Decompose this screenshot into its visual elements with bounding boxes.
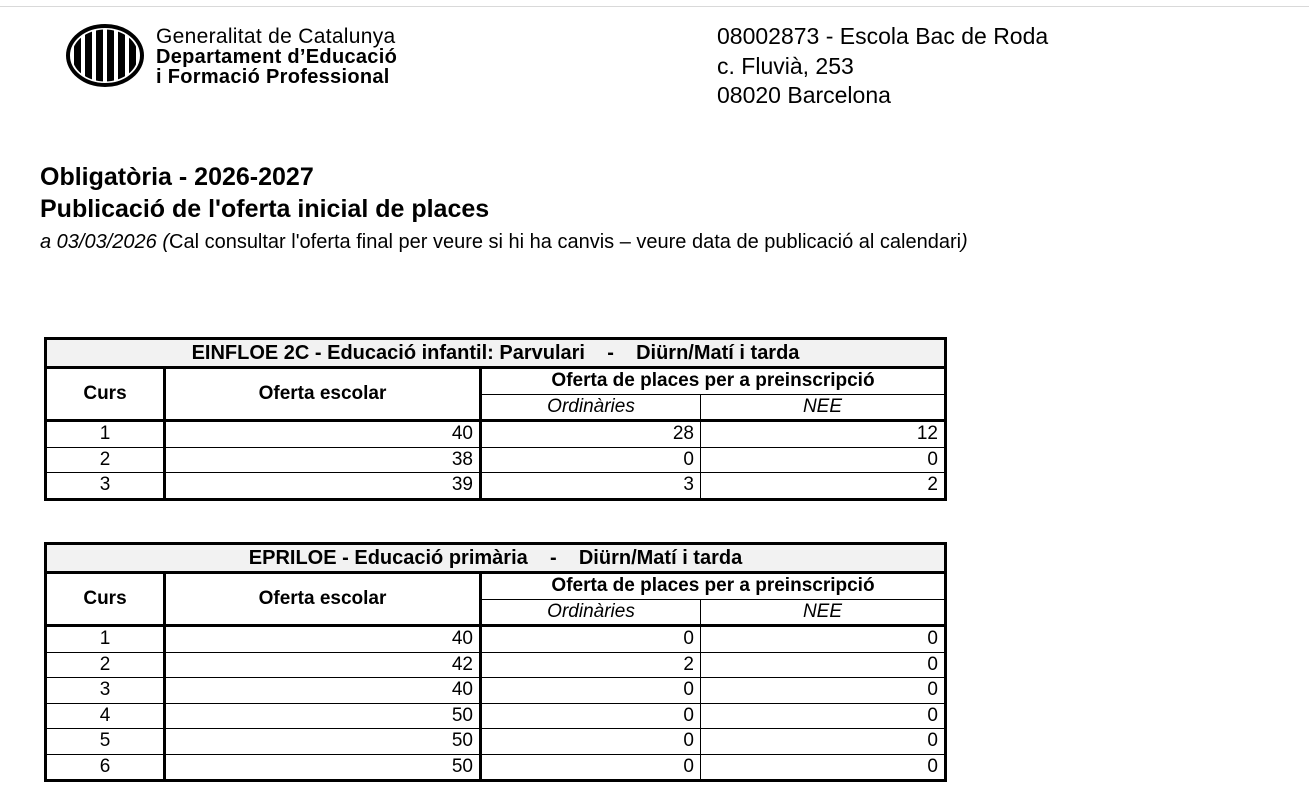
table-row xyxy=(46,729,946,755)
note-close-paren: ) xyxy=(961,231,968,253)
col-header-oferta-places: Oferta de places per a preinscripció xyxy=(481,573,946,600)
cell-nee: 0 xyxy=(701,703,946,729)
cell-curs: 5 xyxy=(46,729,165,755)
cell-nee: 0 xyxy=(701,754,946,781)
cell-ordinaries: 3 xyxy=(481,473,701,500)
cell-curs: 6 xyxy=(46,754,165,781)
cell-ordinaries: 0 xyxy=(481,703,701,729)
cell-oferta: 42 xyxy=(165,652,481,678)
col-header-nee: NEE xyxy=(701,394,946,421)
school-code-name: 08002873 - Escola Bac de Roda xyxy=(717,23,1049,49)
cell-ordinaries: 0 xyxy=(481,678,701,704)
cell-ordinaries: 0 xyxy=(481,447,701,473)
cell-curs: 4 xyxy=(46,703,165,729)
page-subtitle: Publicació de l'oferta inicial de places xyxy=(40,195,490,223)
school-address xyxy=(717,22,1048,111)
cell-curs: 1 xyxy=(46,626,165,653)
table-title: EPRILOE - Educació primària - Diürn/Matí i tarda xyxy=(46,544,946,573)
table-row xyxy=(46,421,946,448)
offer-table-infantil xyxy=(44,337,947,501)
col-header-curs: Curs xyxy=(46,573,165,626)
cell-nee: 2 xyxy=(701,473,946,500)
col-header-ordinaries: Ordinàries xyxy=(481,394,701,421)
table-row xyxy=(46,626,946,653)
cell-nee: 0 xyxy=(701,626,946,653)
cell-oferta: 50 xyxy=(165,754,481,781)
cell-oferta: 38 xyxy=(165,447,481,473)
cell-ordinaries: 28 xyxy=(481,421,701,448)
cell-oferta: 40 xyxy=(165,678,481,704)
note-open-paren: ( xyxy=(156,231,169,253)
page-title: Obligatòria - 2026-2027 xyxy=(40,163,314,191)
publication-date: a 03/03/2026 xyxy=(40,231,157,253)
col-header-oferta-escolar: Oferta escolar xyxy=(165,368,481,421)
table-row xyxy=(46,678,946,704)
note-text: Cal consultar l'oferta final per veure si hi ha canvis – veure data de publicació al calendari xyxy=(169,231,962,253)
col-header-curs: Curs xyxy=(46,368,165,421)
table-row xyxy=(46,754,946,781)
cell-curs: 1 xyxy=(46,421,165,448)
col-header-nee: NEE xyxy=(701,599,946,626)
col-header-ordinaries: Ordinàries xyxy=(481,599,701,626)
cell-ordinaries: 0 xyxy=(481,729,701,755)
cell-curs: 2 xyxy=(46,447,165,473)
cell-nee: 12 xyxy=(701,421,946,448)
cell-curs: 3 xyxy=(46,473,165,500)
cell-ordinaries: 0 xyxy=(481,754,701,781)
cell-oferta: 40 xyxy=(165,626,481,653)
org-line-2: Departament d’Educació xyxy=(156,46,398,68)
table-row xyxy=(46,447,946,473)
cell-oferta: 50 xyxy=(165,703,481,729)
table-row xyxy=(46,473,946,500)
publication-note xyxy=(40,231,968,254)
table-title: EINFLOE 2C - Educació infantil: Parvulari - Diürn/Matí i tarda xyxy=(46,339,946,368)
table-row xyxy=(46,652,946,678)
cell-curs: 2 xyxy=(46,652,165,678)
organization-name xyxy=(156,27,397,87)
col-header-oferta-escolar: Oferta escolar xyxy=(165,573,481,626)
generalitat-logo-icon xyxy=(66,24,144,87)
org-line-3: i Formació Professional xyxy=(156,66,390,88)
cell-oferta: 50 xyxy=(165,729,481,755)
cell-oferta: 39 xyxy=(165,473,481,500)
cell-nee: 0 xyxy=(701,729,946,755)
org-line-1: Generalitat de Catalunya xyxy=(156,25,396,48)
school-street: c. Fluvià, 253 xyxy=(717,52,854,79)
cell-ordinaries: 2 xyxy=(481,652,701,678)
cell-nee: 0 xyxy=(701,652,946,678)
cell-oferta: 40 xyxy=(165,421,481,448)
offer-table-primaria xyxy=(44,542,947,782)
cell-curs: 3 xyxy=(46,678,165,704)
col-header-oferta-places: Oferta de places per a preinscripció xyxy=(481,368,946,395)
top-divider xyxy=(0,6,1309,7)
table-row xyxy=(46,703,946,729)
cell-nee: 0 xyxy=(701,678,946,704)
cell-ordinaries: 0 xyxy=(481,626,701,653)
school-city: 08020 Barcelona xyxy=(717,82,891,108)
cell-nee: 0 xyxy=(701,447,946,473)
